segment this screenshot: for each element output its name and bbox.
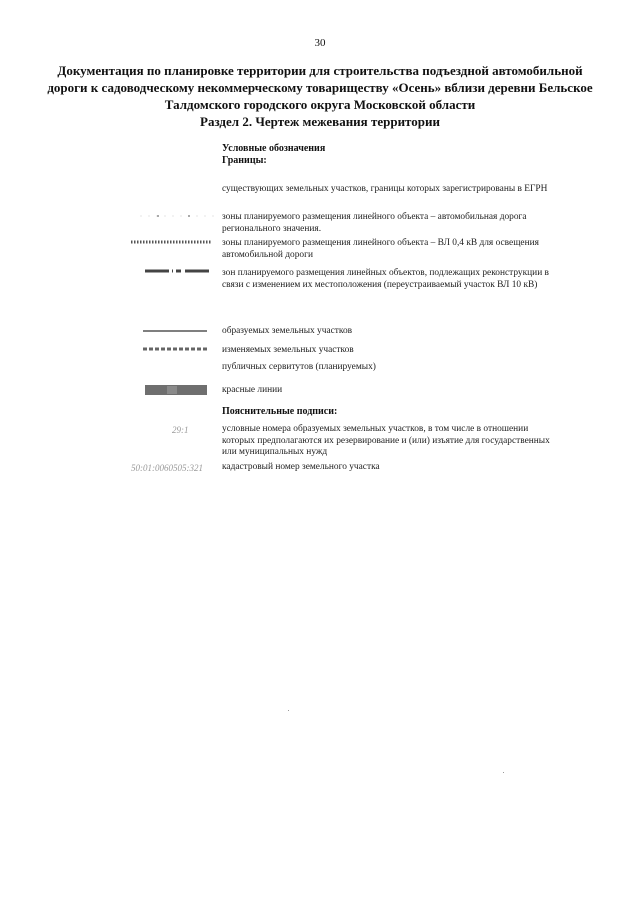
- scan-speck: [503, 772, 504, 773]
- boundaries-heading: Границы:: [222, 155, 267, 166]
- formed-parcels-symbol: [143, 328, 207, 334]
- legend-item-public-servitudes: публичных сервитутов (планируемых): [222, 362, 376, 372]
- title-line-3: Талдомского городского округа Московской области: [164, 97, 476, 112]
- title-line-1: Документация по планировке территории для строительства подъездной автомобильной: [57, 63, 583, 78]
- explanatory-item-cadastral-number: кадастровый номер земельного участка: [222, 462, 380, 472]
- power-line-04-symbol: [131, 238, 211, 246]
- legend-item-changed-parcels: изменяемых земельных участков: [222, 345, 354, 355]
- scan-speck: [288, 710, 289, 711]
- legend-item-road-zone: зоны планируемого размещения линейного объекта – автомобильная дорога регионального значения.: [222, 212, 527, 234]
- power-line-10-symbol: [145, 267, 209, 275]
- legend-item-existing-parcels: существующих земельных участков, границы которых зарегистрированы в ЕГРН: [222, 184, 548, 194]
- legend-heading: Условные обозначения: [222, 143, 326, 154]
- red-lines-symbol: [145, 384, 207, 396]
- page-number: 30: [314, 37, 326, 49]
- legend-item-formed-parcels: образуемых земельных участков: [222, 326, 353, 336]
- legend-item-power-line-04: зоны планируемого размещения линейного объекта – ВЛ 0,4 кВ для освещения автомобильной дороги: [222, 238, 539, 260]
- road-zone-symbol: [140, 212, 220, 220]
- title-line-2: дороги к садоводческому некоммерческому товариществу «Осень» вблизи деревни Бельское: [47, 80, 593, 95]
- cadastral-number-example: 50:01:0060505:321: [131, 463, 203, 473]
- changed-parcels-symbol: [143, 346, 207, 352]
- legend-item-power-line-10: зон планируемого размещения линейных объектов, подлежащих реконструкции в связи с изменением их местоположения (переустраиваемый участок ВЛ 10 кВ): [222, 268, 549, 290]
- explanatory-heading: Пояснительные подписи:: [222, 406, 338, 417]
- explanatory-item-parcel-numbers: условные номера образуемых земельных участков, в том числе в отношении которых предполагаются их резервирование и (или) изъятие для государственных или муниципальных нужд: [222, 424, 550, 457]
- parcel-number-example: 29:1: [172, 425, 189, 435]
- title-line-4: Раздел 2. Чертеж межевания территории: [200, 114, 440, 129]
- legend-item-red-lines: красные линии: [222, 385, 283, 395]
